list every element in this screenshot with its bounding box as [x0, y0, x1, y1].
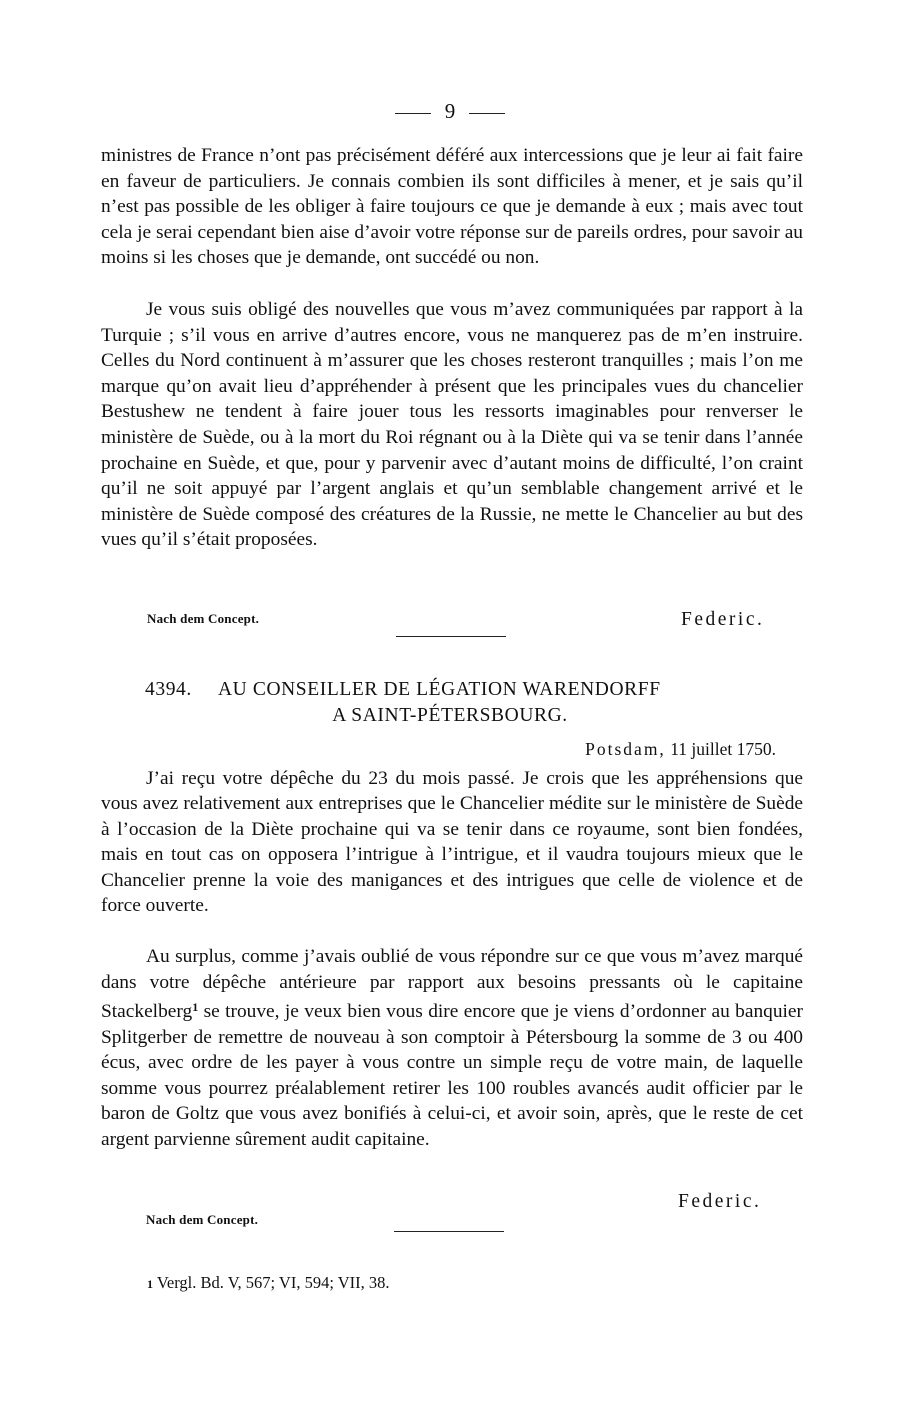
- prev-letter-signature: Federic.: [681, 609, 765, 630]
- letter-dateline: [585, 739, 776, 760]
- letter-paragraph-2-part-a: Au surplus, comme j’avais oublié de vous répondre sur ce que vous m’avez marqué dans votre dépêche antérieure par rapport aux besoins pressants où le capitaine Stackelberg: [101, 946, 803, 1022]
- page-number: [0, 99, 900, 123]
- letter-paragraph-2-part-b: se trouve, je veux bien vous dire encore que je viens d’ordonner au banquier Splitgerber de remettre de nouveau à son comptoir à Pétersbourg la somme de 3 ou 400 écus, avec ordre de les payer à vous contre un simple reçu de votre main, de laquelle somme vous pourrez préalablement retirer les 100 roubles avancés audit officier par le baron de Goltz que vous avez bonifiés à celui-ci, et avoir soin, après, que le reste de cet argent parvienne sûrement audit capitaine.: [101, 1001, 803, 1150]
- letter-signature: Federic.: [678, 1191, 762, 1212]
- page-number-value: 9: [444, 99, 456, 123]
- footnote-divider-rule: [394, 1231, 504, 1232]
- letter-paragraph-2-text: [101, 944, 803, 1152]
- letter-recipient-title: AU CONSEILLER DE LÉGATION WARENDORFF: [218, 679, 661, 700]
- footnote: [147, 1273, 390, 1293]
- prev-letter-paragraph-2-text: Je vous suis obligé des nouvelles que vous m’avez communiquées par rapport à la Turquie ; s’il vous en arrive d’autres encore, vous ne manquerez pas de m’en instruire. Celles du Nord continuent à m’assurer que les choses resteront tranquilles ; mais l’on me marque qu’on avait lieu d’appréhender à présent que les principales vues du chancelier Bestushew ne tendent à faire jouer tous les ressorts imaginables pour renverser le ministère de Suède, ou à la mort du Roi régnant ou à la Diète qui va se tenir dans l’année prochaine en Suède, et que, pour y parvenir avec d’autant moins de difficulté, l’on craint qu’il ne soit appuyé par l’argent anglais et qu’un semblable changement arrivé et le ministère de Suède composé des créatures de la Russie, ne mette le Chancelier au but des vues qu’il s’était proposées.: [101, 299, 803, 551]
- section-divider-rule: [396, 636, 506, 637]
- page-number-dash-left: [395, 113, 431, 114]
- prev-letter-paragraph-1-text: ministres de France n’ont pas précisément déféré aux intercessions que je leur ai fait faire en faveur de particuliers. Je connais combien ils sont difficiles à mener, et je sais qu’il n’est pas possible de les obliger à faire toujours ce que je demande à eux ; mais avec tout cela je serai cependant bien aise d’avoir votre réponse sur de pareils ordres, pour savoir au moins si les choses que je demande, ont succédé ou non.: [101, 145, 803, 268]
- footnote-reference-mark: 1: [192, 1000, 199, 1014]
- letter-paragraph-1-text: J’ai reçu votre dépêche du 23 du mois passé. Je crois que les appréhensions que vous avez relativement aux entreprises que le Chancelier médite sur le ministère de Suède à l’occasion de la Diète prochaine qui va se tenir dans ce royaume, sont bien fondées, mais en tout cas on opposera l’intrigue à l’intrigue, et il vaudra toujours mieux que le Chancelier prenne la voie des manigances et des intrigues que celle de violence et de force ouverte.: [101, 768, 803, 917]
- prev-letter-paragraph-2: [101, 297, 803, 553]
- letter-place: Potsdam,: [585, 739, 666, 759]
- prev-letter-source-note: Nach dem Concept.: [147, 611, 260, 626]
- footnote-mark: 1: [147, 1277, 153, 1291]
- letter-number: 4394.: [145, 679, 192, 700]
- prev-letter-paragraph-1: [101, 143, 803, 271]
- letter-paragraph-1: [101, 766, 803, 918]
- letter-paragraph-2: [101, 944, 803, 1152]
- footnote-text: Vergl. Bd. V, 567; VI, 594; VII, 38.: [156, 1273, 390, 1292]
- letter-source-note: Nach dem Concept.: [146, 1212, 259, 1227]
- letter-date: 11 juillet 1750.: [670, 739, 776, 759]
- page-number-dash-right: [469, 113, 505, 114]
- letter-heading-line-2: A SAINT-PÉTERSBOURG.: [332, 705, 568, 726]
